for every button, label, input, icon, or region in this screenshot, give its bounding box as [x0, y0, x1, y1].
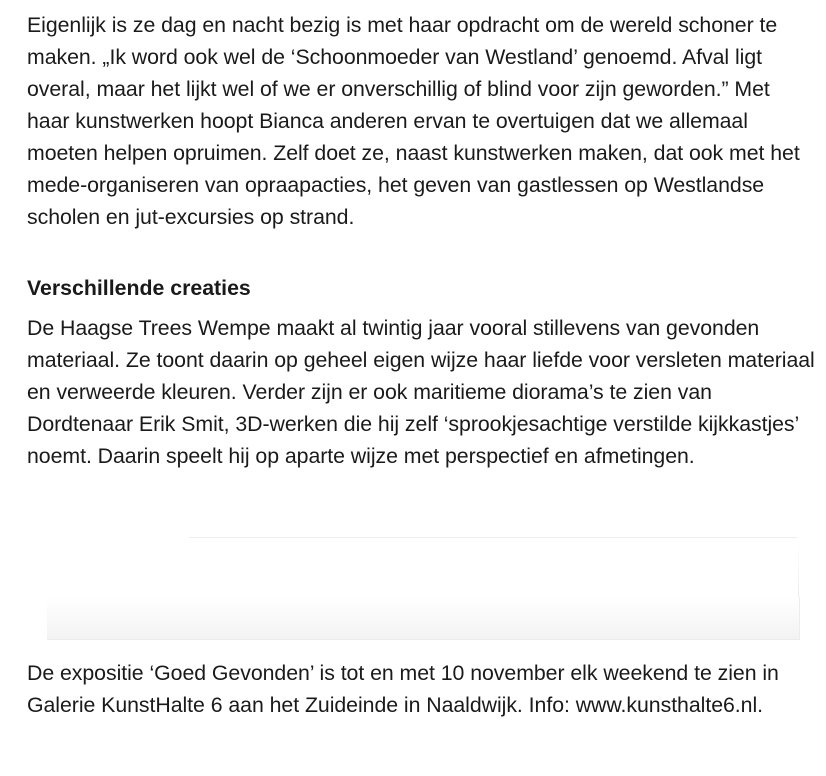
media-right-border [798, 541, 799, 597]
embedded-media-placeholder [47, 537, 799, 640]
section-heading: Verschillende creaties [27, 276, 251, 300]
media-bottom-fade [47, 597, 800, 640]
media-top-border [189, 537, 797, 538]
paragraph-creations: De Haagse Trees Wempe maakt al twintig jaar vooral stillevens van gevonden materiaal. Ze toont daarin op geheel eigen wijze haar liefde voor versleten materiaal en verweerde kleuren. Verder zijn er ook maritieme diorama’s te zien van Dordtenaar Erik Smit, 3D-werken die hij zelf ‘sprookjesachtige verstilde kijkkastjes’ noemt. Daarin speelt hij op aparte wijze met perspectief en afmetingen. [27, 316, 815, 468]
paragraph-exhibition-info: De expositie ‘Goed Gevonden’ is tot en met 10 november elk weekend te zien in Galerie KunstHalte 6 aan het Zuideinde in Naaldwijk. Info: www.kunsthalte6.nl. [27, 661, 779, 717]
paragraph-intro: Eigenlijk is ze dag en nacht bezig is met haar opdracht om de wereld schoner te maken. „Ik word ook wel de ‘Schoonmoeder van Westland’ genoemd. Afval ligt overal, maar het lijkt wel of we er onverschillig of blind voor zijn geworden.” Met haar kunstwerken hoopt Bianca anderen ervan te overtuigen dat we allemaal moeten helpen opruimen. Zelf doet ze, naast kunstwerken maken, dat ook met het mede-organiseren van opraapacties, het geven van gastlessen op Westlandse scholen en jut-excursies op strand. [27, 13, 800, 229]
